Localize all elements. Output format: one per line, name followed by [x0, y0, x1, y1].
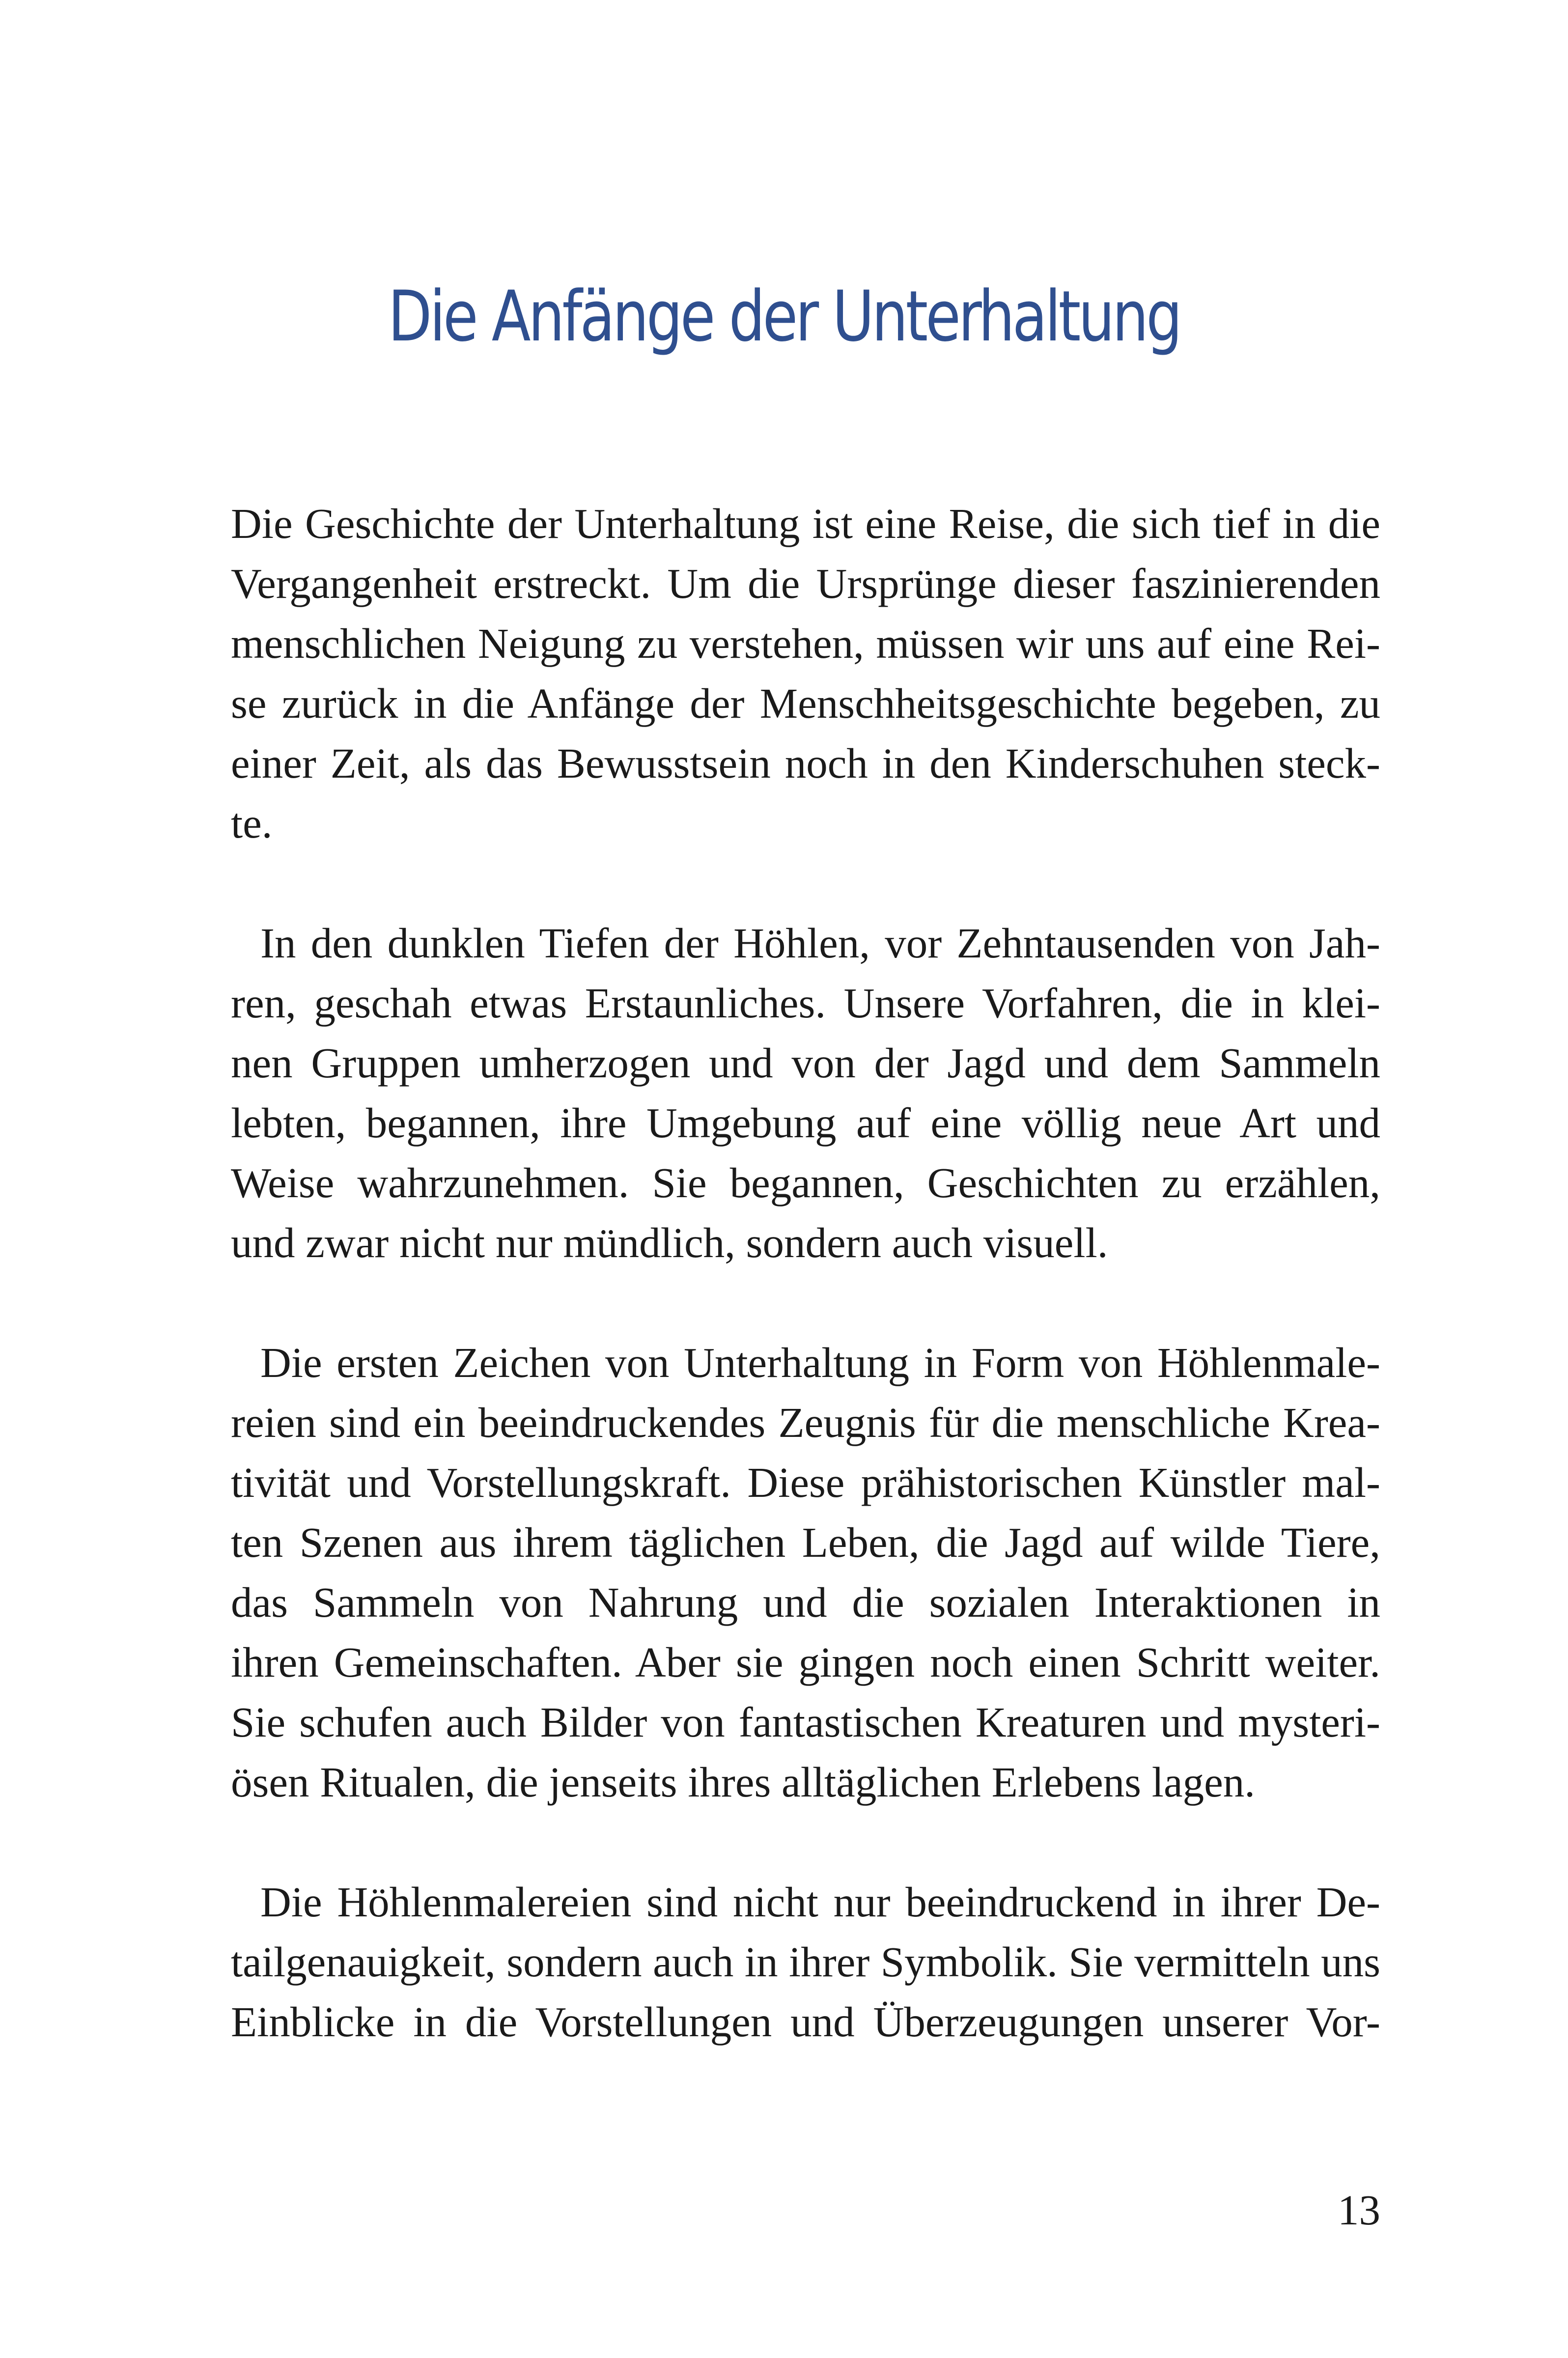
text-line: Die Geschichte der Unterhaltung ist eine Reise, die sich tief in die: [231, 500, 1380, 547]
text-line: reien sind ein beeindruckendes Zeugnis für die menschliche Krea-: [231, 1399, 1380, 1446]
text-line: te.: [231, 799, 273, 847]
text-line: lebten, begannen, ihre Umgebung auf eine völlig neue Art und: [231, 1099, 1380, 1147]
paragraph: [231, 1333, 1380, 1812]
text-line: ten Szenen aus ihrem täglichen Leben, die Jagd auf wilde Tiere,: [231, 1518, 1380, 1566]
chapter-title: [141, 275, 1427, 359]
text-line: und zwar nicht nur mündlich, sondern auch visuell.: [231, 1219, 1108, 1266]
text-line: einer Zeit, als das Bewusstsein noch in den Kinderschuhen steck-: [231, 739, 1380, 787]
text-line: Die ersten Zeichen von Unterhaltung in Form von Höhlenmale-: [260, 1339, 1380, 1386]
paragraph: [231, 1872, 1380, 2052]
text-line: Sie schufen auch Bilder von fantastischen Kreaturen und mysteri-: [231, 1698, 1380, 1746]
text-line: ren, geschah etwas Erstaunliches. Unsere Vorfahren, die in klei-: [231, 979, 1380, 1027]
page-number: 13: [1338, 2186, 1380, 2234]
chapter-title-text: Die Anfänge der Unterhaltung: [388, 276, 1180, 357]
text-line: se zurück in die Anfänge der Menschheitsgeschichte begeben, zu: [231, 679, 1380, 727]
paragraph: [231, 494, 1380, 853]
text-line: In den dunklen Tiefen der Höhlen, vor Zehntausenden von Jah-: [260, 919, 1380, 967]
text-line: tivität und Vorstellungskraft. Diese prähistorischen Künstler mal-: [231, 1459, 1380, 1506]
text-line: nen Gruppen umherzogen und von der Jagd und dem Sammeln: [231, 1039, 1380, 1087]
text-line: Die Höhlenmalereien sind nicht nur beeindruckend in ihrer De-: [260, 1878, 1380, 1926]
text-line: ösen Ritualen, die jenseits ihres alltäglichen Erlebens lagen.: [231, 1758, 1255, 1806]
text-line: das Sammeln von Nahrung und die sozialen Interaktionen in: [231, 1578, 1380, 1626]
text-line: menschlichen Neigung zu verstehen, müssen wir uns auf eine Rei-: [231, 619, 1380, 667]
text-line: ihren Gemeinschaften. Aber sie gingen noch einen Schritt weiter.: [231, 1638, 1380, 1686]
body-text: [231, 494, 1380, 2112]
paragraph: [231, 913, 1380, 1273]
text-line: Einblicke in die Vorstellungen und Überzeugungen unserer Vor-: [231, 1998, 1380, 2046]
text-line: Weise wahrzunehmen. Sie begannen, Geschichten zu erzählen,: [231, 1159, 1380, 1207]
text-line: Vergangenheit erstreckt. Um die Ursprünge dieser faszinierenden: [231, 560, 1380, 607]
text-line: tailgenauigkeit, sondern auch in ihrer Symbolik. Sie vermitteln uns: [231, 1938, 1380, 1986]
